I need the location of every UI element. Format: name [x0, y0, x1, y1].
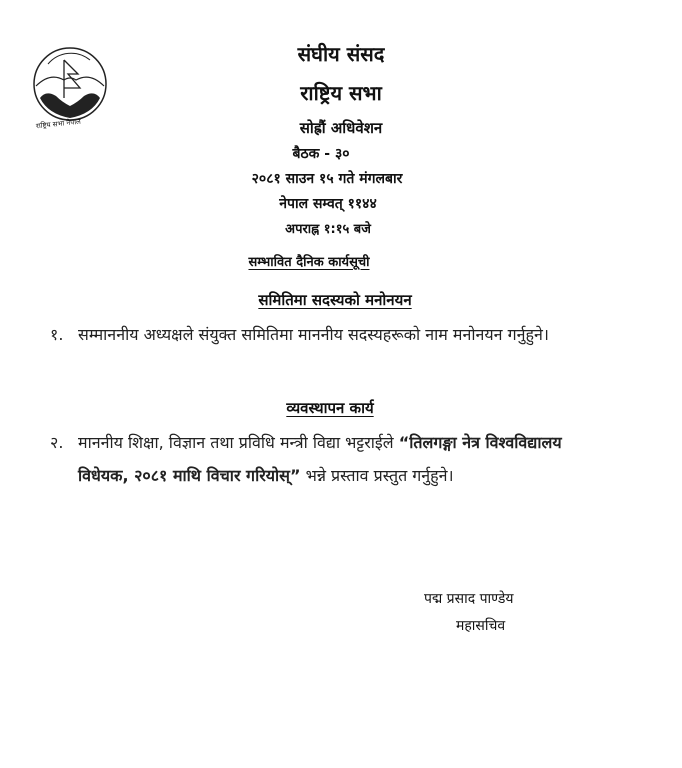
agenda-item-1 — [50, 318, 590, 351]
item-text-post: भन्ने प्रस्ताव प्रस्तुत गर्नुहुने। — [300, 466, 454, 485]
signatory-name: पद्म प्रसाद पाण्डेय — [424, 591, 514, 607]
bill-title: “तिलगङ्गा नेत्र विश्वविद्यालय विधेयक, २०८१ माथि विचार गरियोस्” — [78, 433, 562, 485]
meeting-date: २०८१ साउन १५ गते मंगलबार — [251, 171, 403, 187]
session-name: सोह्रौं अधिवेशन — [299, 119, 383, 137]
item-number: १. — [50, 325, 64, 344]
nepal-samvat-date: नेपाल सम्वत् ११४४ — [279, 196, 377, 212]
item-text: सम्माननीय अध्यक्षले संयुक्त समितिमा माननीय सदस्यहरूको नाम मनोनयन गर्नुहुने। — [78, 325, 549, 344]
item-number: २. — [50, 433, 64, 452]
emblem-caption: राष्ट्रिय सभा नेपाल — [35, 117, 82, 131]
item-text-pre: माननीय शिक्षा, विज्ञान तथा प्रविधि मन्त्री विद्या भट्टराईले — [78, 433, 399, 452]
meeting-number: बैठक - ३० — [292, 146, 350, 162]
agenda-title: सम्भावित दैनिक कार्यसूची — [248, 255, 370, 270]
house-name: राष्ट्रिय सभा — [300, 81, 382, 105]
parliament-name: संघीय संसद — [297, 42, 385, 66]
item-text — [50, 426, 590, 492]
section-title-legislation: व्यवस्थापन कार्य — [286, 399, 374, 417]
agenda-item-2 — [50, 426, 590, 492]
section-title-nomination: समितिमा सदस्यको मनोनयन — [258, 291, 412, 309]
signatory-title: महासचिव — [456, 618, 506, 634]
meeting-time: अपराह्न १:१५ बजे — [285, 222, 371, 237]
